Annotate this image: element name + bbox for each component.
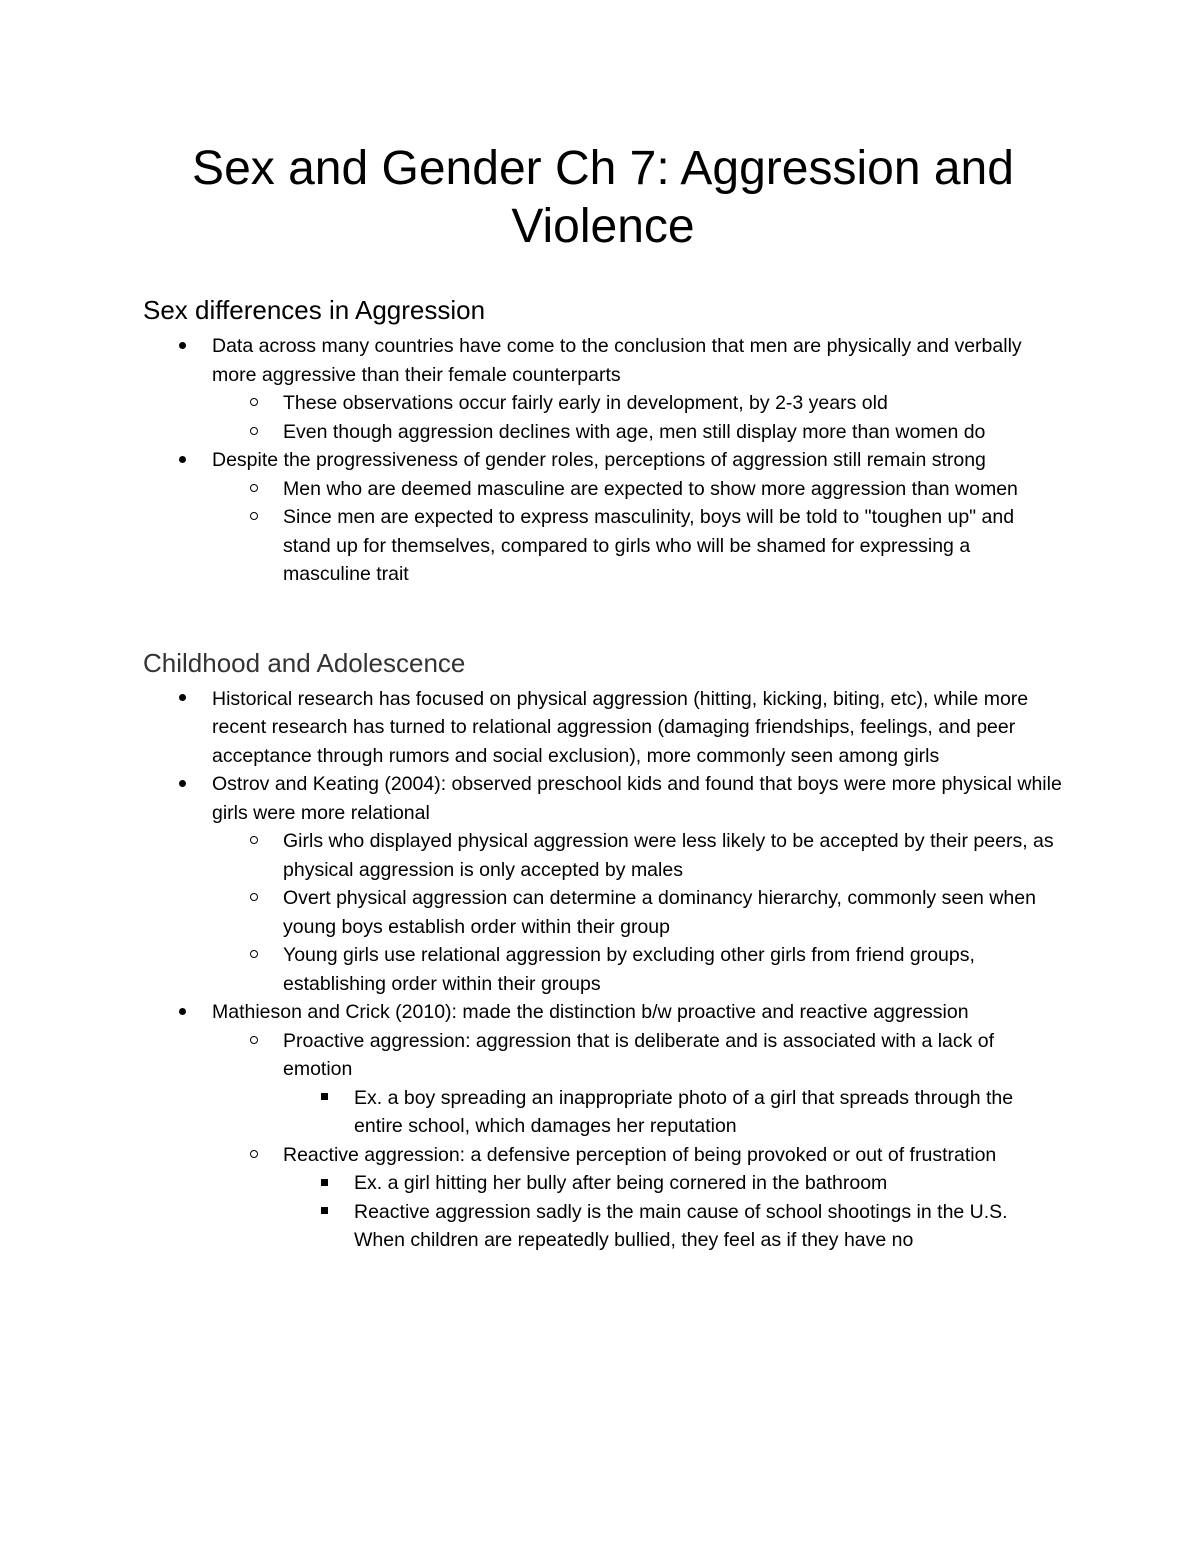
filled-circle-bullet-icon bbox=[179, 770, 186, 799]
filled-circle-bullet-icon bbox=[179, 332, 186, 361]
bullet-list-childhood bbox=[143, 685, 1063, 1255]
list-item: Reactive aggression: a defensive perception of being provoked or out of frustration bbox=[143, 1141, 1063, 1170]
square-bullet-icon bbox=[321, 1084, 328, 1113]
list-item: Even though aggression declines with age, men still display more than women do bbox=[143, 418, 1063, 447]
list-item: Reactive aggression sadly is the main cause of school shootings in the U.S. When children are repeatedly bullied, they feel as if they have no bbox=[143, 1198, 1063, 1255]
list-item: Historical research has focused on physical aggression (hitting, kicking, biting, etc), while more recent research has turned to relational aggression (damaging friendships, feelings, and peer acceptance through rumors and social exclusion), more commonly seen among girls bbox=[143, 685, 1063, 771]
list-item: Data across many countries have come to the conclusion that men are physically and verbally more aggressive than their female counterparts bbox=[143, 332, 1063, 389]
document-page bbox=[143, 140, 1063, 1255]
list-item: Girls who displayed physical aggression were less likely to be accepted by their peers, as physical aggression is only accepted by males bbox=[143, 827, 1063, 884]
list-item: Ostrov and Keating (2004): observed preschool kids and found that boys were more physical while girls were more relational bbox=[143, 770, 1063, 827]
list-item: Proactive aggression: aggression that is deliberate and is associated with a lack of emotion bbox=[143, 1027, 1063, 1084]
hollow-circle-bullet-icon bbox=[250, 389, 258, 418]
hollow-circle-bullet-icon bbox=[250, 1027, 258, 1056]
list-item: Overt physical aggression can determine a dominancy hierarchy, commonly seen when young boys establish order within their group bbox=[143, 884, 1063, 941]
list-item: Young girls use relational aggression by excluding other girls from friend groups, establishing order within their groups bbox=[143, 941, 1063, 998]
square-bullet-icon bbox=[321, 1198, 328, 1227]
page-title: Sex and Gender Ch 7: Aggression and Violence bbox=[192, 142, 1014, 253]
section-heading-childhood: Childhood and Adolescence bbox=[143, 647, 466, 678]
list-item: Mathieson and Crick (2010): made the distinction b/w proactive and reactive aggression bbox=[143, 998, 1063, 1027]
hollow-circle-bullet-icon bbox=[250, 884, 258, 913]
square-bullet-icon bbox=[321, 1169, 328, 1198]
section-heading-sex-differences: Sex differences in Aggression bbox=[143, 295, 486, 325]
hollow-circle-bullet-icon bbox=[250, 503, 258, 532]
list-item: Despite the progressiveness of gender roles, perceptions of aggression still remain strong bbox=[143, 446, 1063, 475]
list-item: Ex. a boy spreading an inappropriate photo of a girl that spreads through the entire school, which damages her reputation bbox=[143, 1084, 1063, 1141]
hollow-circle-bullet-icon bbox=[250, 475, 258, 504]
filled-circle-bullet-icon bbox=[179, 446, 186, 475]
hollow-circle-bullet-icon bbox=[250, 1141, 258, 1170]
hollow-circle-bullet-icon bbox=[250, 941, 258, 970]
filled-circle-bullet-icon bbox=[179, 998, 186, 1027]
filled-circle-bullet-icon bbox=[179, 685, 186, 714]
list-item: These observations occur fairly early in development, by 2-3 years old bbox=[143, 389, 1063, 418]
list-item: Ex. a girl hitting her bully after being cornered in the bathroom bbox=[143, 1169, 1063, 1198]
bullet-list-sex-differences bbox=[143, 332, 1063, 589]
hollow-circle-bullet-icon bbox=[250, 418, 258, 447]
list-item: Men who are deemed masculine are expected to show more aggression than women bbox=[143, 475, 1063, 504]
list-item: Since men are expected to express masculinity, boys will be told to "toughen up" and stand up for themselves, compared to girls who will be shamed for expressing a masculine trait bbox=[143, 503, 1063, 589]
hollow-circle-bullet-icon bbox=[250, 827, 258, 856]
